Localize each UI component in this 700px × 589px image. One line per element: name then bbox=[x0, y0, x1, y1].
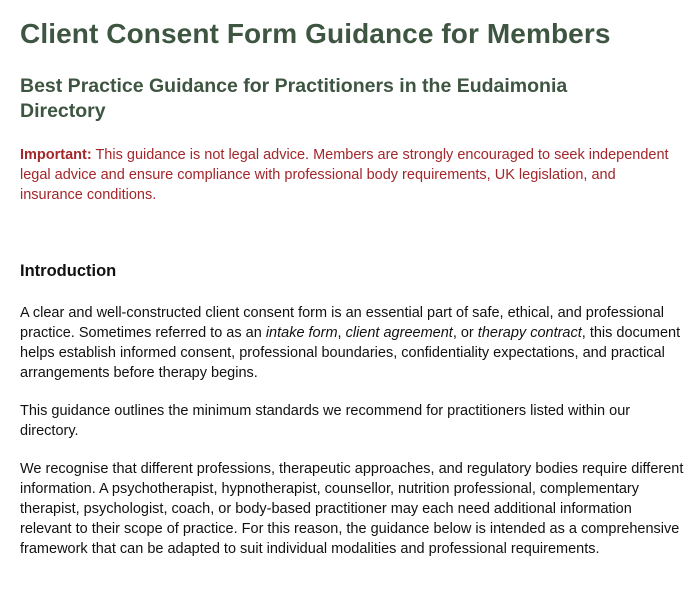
introduction-paragraph-2: This guidance outlines the minimum standards we recommend for practitioners listed within our directory. bbox=[20, 403, 631, 439]
paragraph-text: A clear and well-constructed client consent form is an essential part of safe, ethical, and professional practice. Sometimes referred to as an bbox=[20, 305, 664, 341]
term-therapy-contract: therapy contract bbox=[477, 325, 582, 341]
term-client-agreement: client agreement bbox=[345, 325, 453, 341]
introduction-heading: Introduction bbox=[20, 262, 117, 280]
paragraph-text: , bbox=[337, 325, 346, 341]
term-intake-form: intake form bbox=[265, 325, 338, 341]
document-subtitle: Best Practice Guidance for Practitioners in the Eudaimonia Directory bbox=[20, 75, 568, 122]
introduction-paragraph-3: We recognise that different professions, therapeutic approaches, and regulatory bodies require different information. A psychotherapist, hypnotherapist, counsellor, nutrition professional, complementary therapist, psychologist, coach, or body-based practitioner may each need additional information relevant to their scope of practice. For this reason, the guidance below is intended as a comprehensive framework that can be adapted to suit individual modalities and professional requirements. bbox=[20, 461, 684, 557]
legal-notice-label: Important: bbox=[20, 147, 92, 163]
paragraph-text: , or bbox=[452, 325, 478, 341]
introduction-paragraph-1 bbox=[20, 303, 684, 383]
document-title: Client Consent Form Guidance for Members bbox=[20, 18, 611, 49]
paragraph-text: , this document helps establish informed consent, professional boundaries, confidentiality expectations, and practical arrangements before therapy begins. bbox=[20, 325, 681, 381]
legal-notice-text: This guidance is not legal advice. Members are strongly encouraged to seek independent legal advice and ensure compliance with professional body requirements, UK legislation, and insurance conditions. bbox=[20, 147, 669, 203]
legal-notice bbox=[20, 145, 670, 205]
